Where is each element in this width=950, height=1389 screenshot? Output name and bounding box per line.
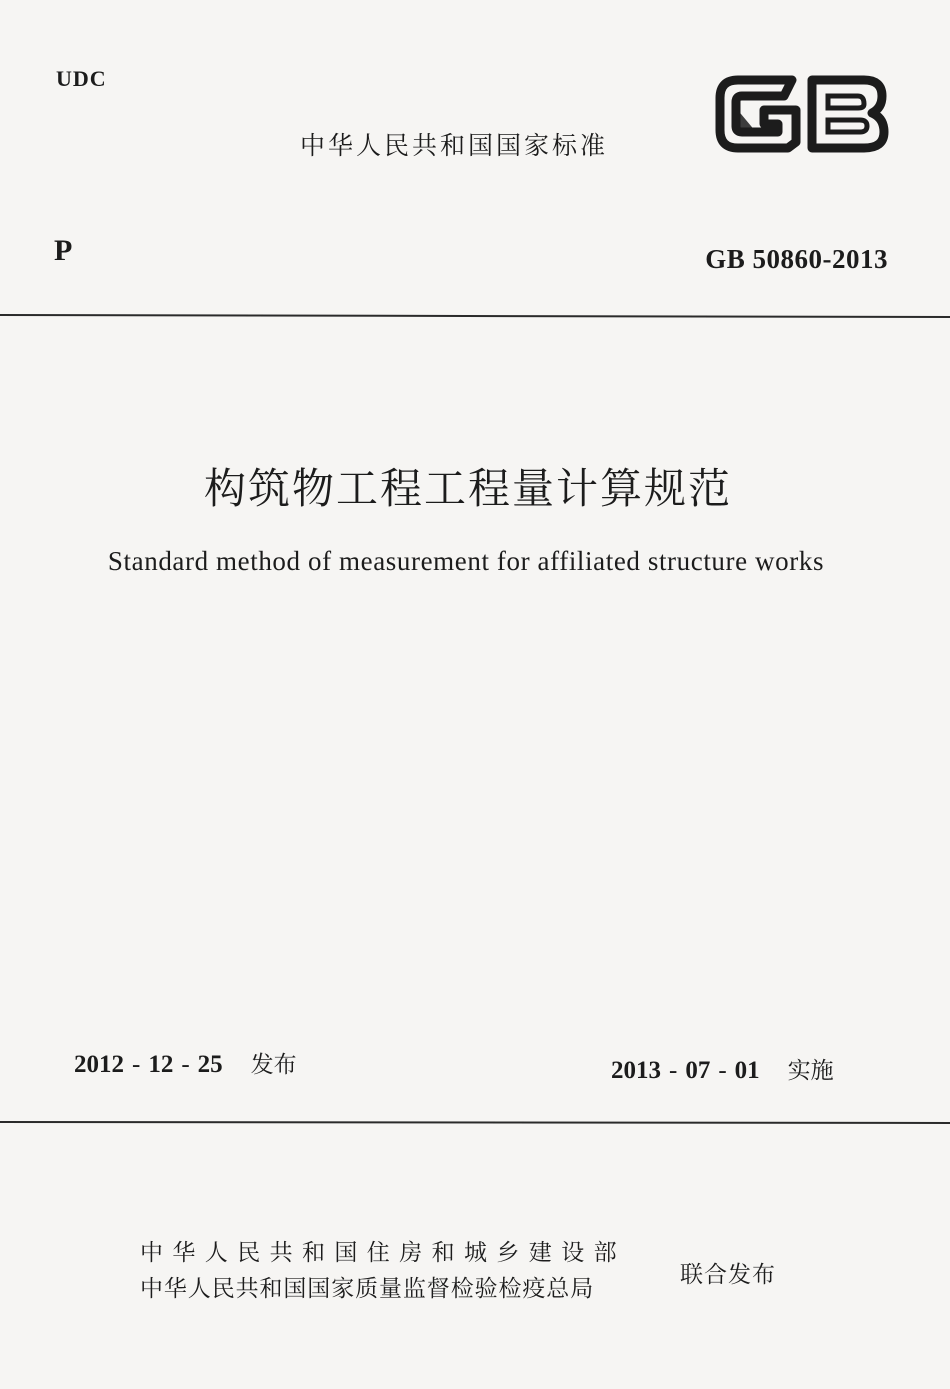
effective-year: 2013 — [611, 1057, 661, 1084]
bottom-divider — [0, 1121, 950, 1124]
joint-issue-label: 联合发布 — [680, 1262, 776, 1288]
national-standard-heading: 中华人民共和国国家标准 — [300, 131, 609, 160]
date-separator: - — [669, 1057, 678, 1084]
top-divider — [0, 314, 950, 318]
classification-letter: P — [54, 234, 73, 267]
effective-month: 07 — [685, 1057, 711, 1084]
effective-label: 实施 — [787, 1058, 834, 1084]
issuer-ministry-housing: 中华人民共和国住房和城乡建设部 — [140, 1240, 626, 1266]
date-separator: - — [132, 1051, 141, 1078]
date-separator: - — [181, 1051, 190, 1078]
standard-number: GB 50860-2013 — [705, 244, 888, 274]
date-separator: - — [718, 1057, 727, 1084]
effective-date — [611, 1052, 834, 1085]
issuer-aqsiq: 中华人民共和国国家质量监督检验检疫总局 — [140, 1276, 595, 1302]
english-title: Standard method of measurement for affiliated structure works — [107, 546, 825, 576]
udc-label: UDC — [56, 66, 107, 91]
issue-month: 12 — [148, 1051, 174, 1078]
gb-logo — [712, 68, 890, 160]
chinese-title: 构筑物工程工程量计算规范 — [203, 464, 732, 513]
effective-day: 01 — [734, 1057, 760, 1084]
issue-label: 发布 — [250, 1052, 297, 1078]
issue-day: 25 — [197, 1051, 223, 1078]
issue-date — [74, 1046, 297, 1079]
issue-year: 2012 — [74, 1051, 124, 1078]
